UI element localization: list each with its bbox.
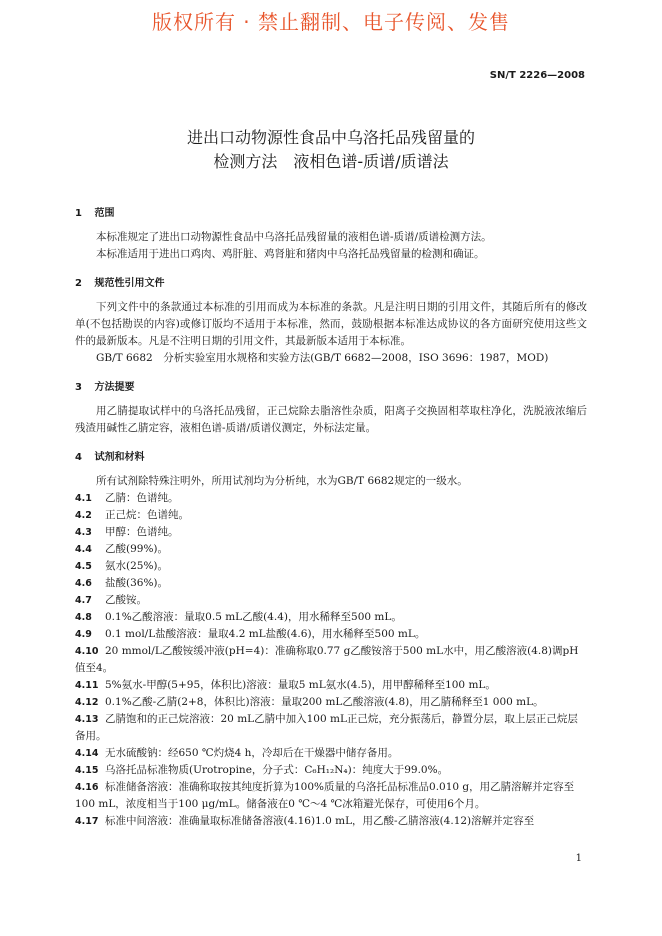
item-number: 4.14 xyxy=(75,748,99,759)
item-number: 4.11 xyxy=(75,680,99,691)
page-number: 1 xyxy=(575,853,582,864)
item-text: 氨水(25%)。 xyxy=(105,560,169,572)
list-item xyxy=(75,762,587,779)
list-item xyxy=(75,575,587,592)
list-item xyxy=(75,609,587,626)
reference-entry: GB/T 6682 分析实验室用水规格和实验方法(GB/T 6682—2008，ISO 3696：1987，MOD) xyxy=(96,352,549,364)
watermark-banner: 版权所有 · 禁止翻制、电子传阅、发售 xyxy=(151,10,511,34)
item-number: 4.9 xyxy=(75,629,92,640)
item-text: 20 mmol/L乙酸铵缓冲液(pH=4)：准确称取0.77 g乙酸铵溶于500 mL水中，用乙酸溶液(4.8)调pH值至4。 xyxy=(75,645,579,674)
paragraph: 下列文件中的条款通过本标准的引用而成为本标准的条款。凡是注明日期的引用文件，其随后所有的修改单(不包括勘误的内容)或修订版均不适用于本标准，然而，鼓励根据本标准达成协议的各方面研究使用这些文件的最新版本。凡是不注明日期的引用文件，其最新版本适用于本标准。 xyxy=(75,301,587,347)
list-item xyxy=(75,490,587,507)
list-item xyxy=(75,592,587,609)
list-item xyxy=(75,541,587,558)
item-text: 乙酸(99%)。 xyxy=(105,543,169,555)
item-text: 5%氨水-甲醇(5+95，体积比)溶液：量取5 mL氨水(4.5)，用甲醇稀释至100 mL。 xyxy=(105,679,496,691)
section-title: 范围 xyxy=(94,208,115,219)
section-heading-normative-references xyxy=(75,275,587,292)
paragraph: 本标准规定了进出口动物源性食品中乌洛托品残留量的液相色谱-质谱/质谱检测方法。 xyxy=(96,231,492,243)
section-number: 4 xyxy=(75,452,82,463)
section-title: 规范性引用文件 xyxy=(94,278,165,289)
item-text: 无水硫酸钠：经650 ℃灼烧4 h，冷却后在干燥器中储存备用。 xyxy=(105,747,399,759)
document-title xyxy=(0,126,662,174)
item-number: 4.16 xyxy=(75,782,99,793)
item-text: 乙腈饱和的正己烷溶液：20 mL乙腈中加入100 mL正己烷，充分振荡后，静置分层，取上层正己烷层备用。 xyxy=(75,713,578,742)
item-text: 0.1 mol/L盐酸溶液：量取4.2 mL盐酸(4.6)，用水稀释至500 mL。 xyxy=(105,628,426,640)
item-text: 0.1%乙酸-乙腈(2+8，体积比)溶液：量取200 mL乙酸溶液(4.8)，用乙腈稀释至1 000 mL。 xyxy=(105,696,544,708)
item-number: 4.15 xyxy=(75,765,99,776)
list-item xyxy=(75,507,587,524)
item-text: 乌洛托品标准物质(Urotropine，分子式：C₆H₁₂N₄)：纯度大于99.0%。 xyxy=(105,764,449,776)
section-title: 试剂和材料 xyxy=(94,452,145,463)
list-item xyxy=(75,558,587,575)
list-item xyxy=(75,711,587,745)
section-number: 1 xyxy=(75,208,82,219)
paragraph: 本标准适用于进出口鸡肉、鸡肝脏、鸡肾脏和猪肉中乌洛托品残留量的检测和确证。 xyxy=(96,248,485,260)
item-number: 4.8 xyxy=(75,612,92,623)
standard-code: SN/T 2226—2008 xyxy=(489,70,585,81)
title-line-2: 检测方法 液相色谱-质谱/质谱法 xyxy=(213,152,449,171)
item-text: 正己烷：色谱纯。 xyxy=(105,509,189,521)
item-text: 甲醇：色谱纯。 xyxy=(105,526,179,538)
item-text: 盐酸(36%)。 xyxy=(105,577,169,589)
section-heading-reagents xyxy=(75,449,587,466)
section-number: 3 xyxy=(75,382,82,393)
list-item xyxy=(75,643,587,677)
item-number: 4.1 xyxy=(75,493,92,504)
item-number: 4.6 xyxy=(75,578,92,589)
item-number: 4.10 xyxy=(75,646,99,657)
list-item xyxy=(75,745,587,762)
item-number: 4.2 xyxy=(75,510,92,521)
item-text: 乙酸铵。 xyxy=(105,594,147,606)
list-item xyxy=(75,694,587,711)
paragraph: 用乙腈提取试样中的乌洛托品残留，正己烷除去脂溶性杂质，阳离子交换固相萃取柱净化，洗脱液浓缩后残渣用碱性乙腈定容，液相色谱-质谱/质谱仪测定，外标法定量。 xyxy=(75,405,587,434)
list-item xyxy=(75,813,587,830)
list-item xyxy=(75,524,587,541)
item-number: 4.5 xyxy=(75,561,92,572)
document-body xyxy=(75,205,587,830)
item-number: 4.12 xyxy=(75,697,99,708)
section-number: 2 xyxy=(75,278,82,289)
item-number: 4.4 xyxy=(75,544,92,555)
item-number: 4.13 xyxy=(75,714,99,725)
item-text: 乙腈：色谱纯。 xyxy=(105,492,179,504)
item-text: 标准中间溶液：准确量取标准储备溶液(4.16)1.0 mL，用乙酸-乙腈溶液(4.12)溶解并定容至 xyxy=(105,815,535,827)
item-text: 0.1%乙酸溶液：量取0.5 mL乙酸(4.4)，用水稀释至500 mL。 xyxy=(105,611,402,623)
paragraph: 所有试剂除特殊注明外，所用试剂均为分析纯，水为GB/T 6682规定的一级水。 xyxy=(96,475,468,487)
section-heading-method-summary xyxy=(75,379,587,396)
list-item xyxy=(75,779,587,813)
list-item xyxy=(75,677,587,694)
item-number: 4.7 xyxy=(75,595,92,606)
item-number: 4.3 xyxy=(75,527,92,538)
section-heading-scope xyxy=(75,205,587,222)
section-title: 方法提要 xyxy=(94,382,135,393)
title-line-1: 进出口动物源性食品中乌洛托品残留量的 xyxy=(186,128,475,147)
item-text: 标准储备溶液：准确称取按其纯度折算为100%质量的乌洛托品标准品0.010 g，用乙腈溶解并定容至100 mL，浓度相当于100 μg/mL。储备液在0 ℃～4 ℃冰箱避光保存，可使用6个月。 xyxy=(75,781,575,810)
list-item xyxy=(75,626,587,643)
item-number: 4.17 xyxy=(75,816,99,827)
